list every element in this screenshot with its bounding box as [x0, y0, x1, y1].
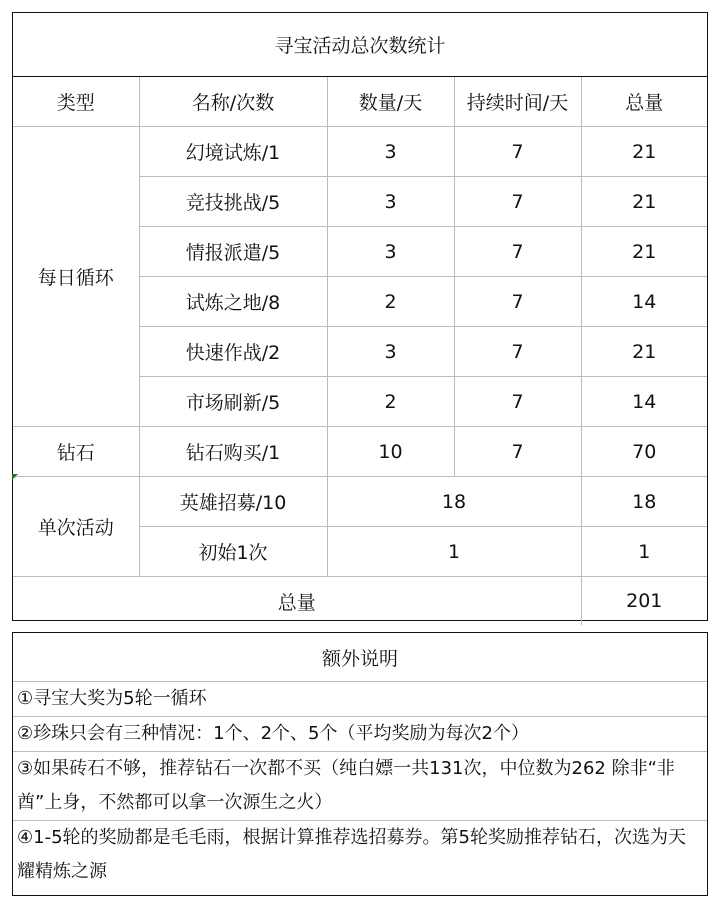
row-total: 21	[581, 127, 707, 177]
note-item: ③如果砖石不够，推荐钻石一次都不买（纯白嫖一共131次，中位数为262 除非“非酋”上身，不然都可以拿一次源生之火）	[13, 752, 707, 821]
row-qty: 2	[327, 277, 454, 327]
row-days: 7	[454, 427, 581, 477]
row-days: 7	[454, 227, 581, 277]
group-single: 单次活动	[13, 477, 139, 577]
row-name: 市场刷新/5	[139, 377, 327, 427]
note-item: ④1-5轮的奖励都是毛毛雨，根据计算推荐选招募券。第5轮奖励推荐钻石，次选为天耀精炼之源	[17, 827, 686, 882]
row-qty: 3	[327, 177, 454, 227]
row-days: 7	[454, 127, 581, 177]
table-row	[13, 477, 707, 527]
row-name: 情报派遣/5	[139, 227, 327, 277]
header-qty: 数量/天	[327, 77, 454, 127]
row-name: 快速作战/2	[139, 327, 327, 377]
group-daily: 每日循环	[13, 127, 139, 427]
row-merged-count: 1	[327, 527, 581, 577]
row-merged-count: 18	[327, 477, 581, 527]
table-row	[13, 127, 707, 177]
header-name: 名称/次数	[139, 77, 327, 127]
header-type: 类型	[13, 77, 139, 127]
row-total: 14	[581, 277, 707, 327]
row-name: 幻境试炼/1	[139, 127, 327, 177]
table-row	[13, 427, 707, 477]
row-days: 7	[454, 377, 581, 427]
group-diamond: 钻石	[13, 427, 139, 477]
row-qty: 10	[327, 427, 454, 477]
row-total: 21	[581, 227, 707, 277]
grand-total-value: 201	[581, 577, 707, 626]
row-qty: 3	[327, 227, 454, 277]
row-name: 英雄招募/10	[139, 477, 327, 527]
notes-box	[12, 632, 708, 896]
row-qty: 3	[327, 127, 454, 177]
row-total: 21	[581, 327, 707, 377]
row-total: 14	[581, 377, 707, 427]
notes-title: 额外说明	[13, 633, 707, 682]
stats-table-frame	[12, 12, 708, 621]
row-total: 21	[581, 177, 707, 227]
table-header-row	[13, 77, 707, 127]
row-days: 7	[454, 177, 581, 227]
row-name: 竞技挑战/5	[139, 177, 327, 227]
grand-total-row	[13, 577, 707, 626]
row-name: 钻石购买/1	[139, 427, 327, 477]
row-name: 试炼之地/8	[139, 277, 327, 327]
row-name: 初始1次	[139, 527, 327, 577]
row-qty: 3	[327, 327, 454, 377]
row-total: 1	[581, 527, 707, 577]
header-total: 总量	[581, 77, 707, 127]
cell-comment-marker	[12, 474, 18, 480]
row-total: 18	[581, 477, 707, 527]
header-days: 持续时间/天	[454, 77, 581, 127]
stats-table	[13, 77, 707, 625]
table-title: 寻宝活动总次数统计	[13, 13, 707, 77]
row-days: 7	[454, 277, 581, 327]
note-item: ②珍珠只会有三种情况：1个、2个、5个（平均奖励为每次2个）	[13, 717, 707, 752]
row-qty: 2	[327, 377, 454, 427]
row-days: 7	[454, 327, 581, 377]
note-item: ①寻宝大奖为5轮一循环	[13, 682, 707, 717]
grand-total-label: 总量	[13, 577, 581, 626]
row-total: 70	[581, 427, 707, 477]
